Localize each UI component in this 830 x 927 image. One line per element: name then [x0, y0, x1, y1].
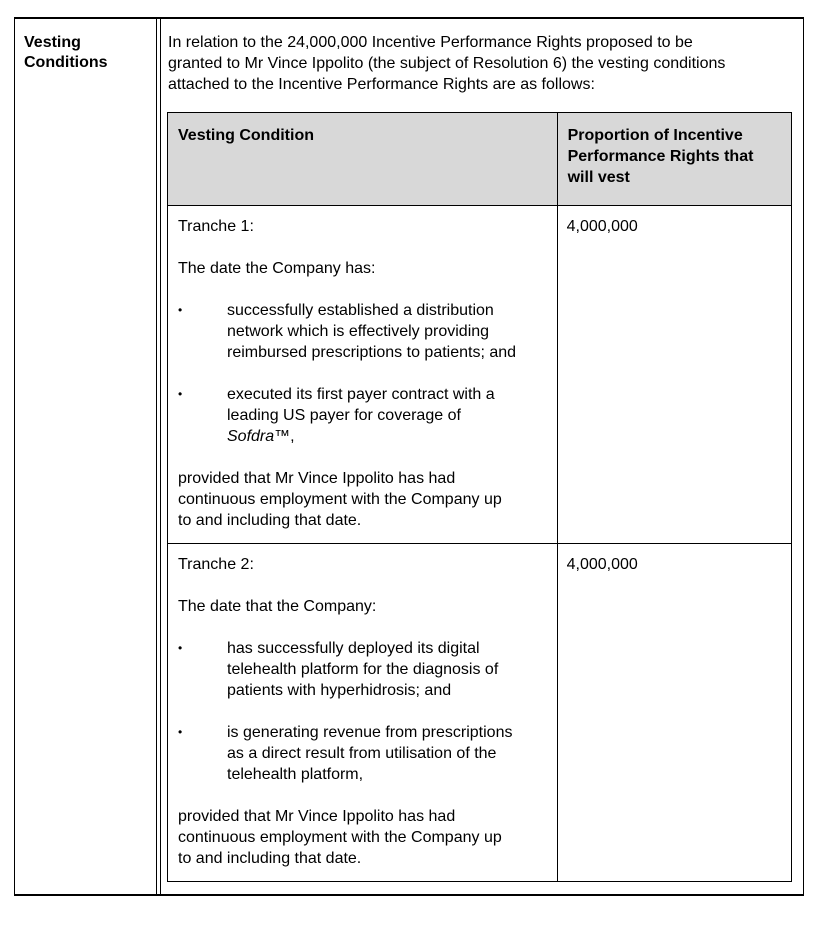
tranche-title: Tranche 2: [178, 556, 254, 573]
bullet-line: reimbursed prescriptions to patients; and [227, 344, 517, 361]
proviso-line: provided that Mr Vince Ippolito has had [178, 808, 456, 825]
bullet-item [178, 384, 547, 447]
condition-cell [168, 544, 558, 882]
column-divider-right [160, 17, 161, 896]
bullet-line: successfully established a distribution [227, 302, 494, 319]
bullet-icon: • [178, 303, 183, 317]
condition-cell [168, 206, 558, 544]
bullet-trailing: , [290, 428, 295, 445]
proviso-line: to and including that date. [178, 512, 362, 529]
bullet-line [227, 426, 547, 447]
vesting-table [167, 112, 792, 882]
proviso-line: provided that Mr Vince Ippolito has had [178, 470, 456, 487]
proportion-cell [557, 544, 791, 882]
bullet-line: as a direct result from utilisation of the [227, 745, 497, 762]
header-label: Vesting Condition [178, 127, 314, 144]
bullet-item [178, 722, 547, 785]
row-label [24, 33, 134, 73]
row-label-line: Conditions [24, 54, 108, 71]
tranche-title: Tranche 1: [178, 218, 254, 235]
header-cell-proportion [557, 113, 791, 206]
header-cell-condition [168, 113, 558, 206]
bullet-line: has successfully deployed its digital [227, 640, 480, 657]
tranche-lead: The date the Company has: [178, 260, 376, 277]
proportion-cell [557, 206, 791, 544]
table-header-row [168, 113, 792, 206]
bullet-item [178, 300, 547, 363]
bullet-line: is generating revenue from prescriptions [227, 724, 513, 741]
bullet-line: leading US payer for coverage of [227, 407, 461, 424]
intro-paragraph [168, 32, 788, 95]
table-row [168, 206, 792, 544]
header-label: will vest [567, 169, 630, 186]
header-label: Performance Rights that [567, 148, 754, 165]
bullet-line: patients with hyperhidrosis; and [227, 682, 452, 699]
proviso-line: to and including that date. [178, 850, 362, 867]
bullet-line: network which is effectively providing [227, 323, 490, 340]
proportion-value: 4,000,000 [566, 218, 638, 235]
proviso-paragraph [178, 468, 547, 531]
bullet-icon: • [178, 725, 183, 739]
bullet-line: telehealth platform for the diagnosis of [227, 661, 499, 678]
bullet-item [178, 638, 547, 701]
table-row [168, 544, 792, 882]
product-name: Sofdra™ [227, 428, 291, 445]
intro-line: In relation to the 24,000,000 Incentive Performance Rights proposed to be [168, 34, 693, 51]
proviso-paragraph [178, 806, 547, 869]
bullet-line: telehealth platform, [227, 766, 364, 783]
column-divider-left [156, 17, 157, 896]
bullet-icon: • [178, 641, 183, 655]
intro-line: attached to the Incentive Performance Rights are as follows: [168, 76, 595, 93]
bullet-line: executed its first payer contract with a [227, 386, 495, 403]
intro-line: granted to Mr Vince Ippolito (the subject of Resolution 6) the vesting conditions [168, 55, 726, 72]
row-label-line: Vesting [24, 34, 81, 51]
proviso-line: continuous employment with the Company up [178, 491, 502, 508]
tranche-lead: The date that the Company: [178, 598, 377, 615]
bullet-icon: • [178, 387, 183, 401]
header-label: Proportion of Incentive [567, 127, 743, 144]
proviso-line: continuous employment with the Company up [178, 829, 502, 846]
proportion-value: 4,000,000 [566, 556, 638, 573]
